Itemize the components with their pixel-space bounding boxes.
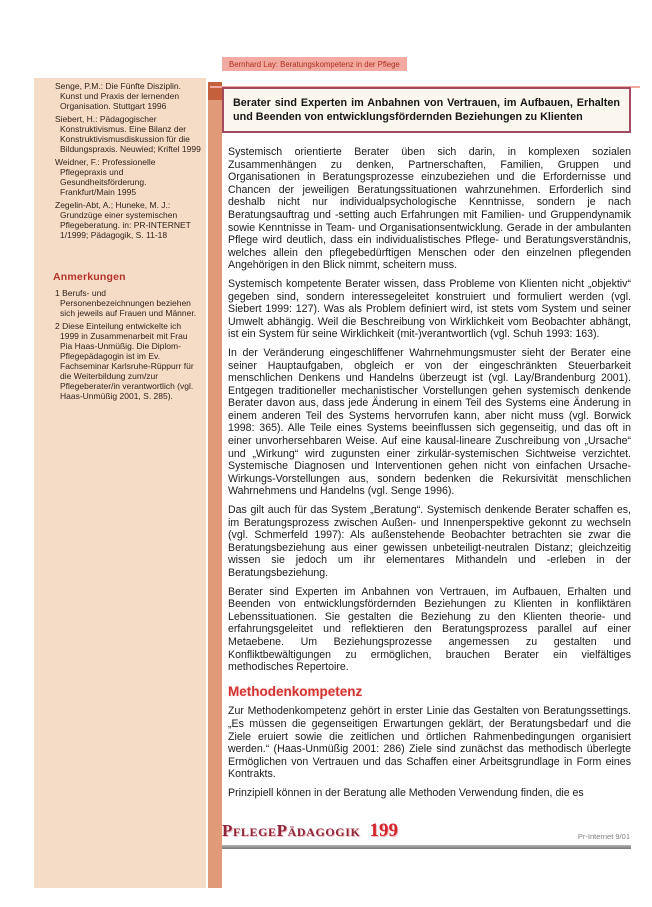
reference-list [55,81,202,240]
paragraph: Das gilt auch für das System „Beratung“. Systemisch denkende Berater schaffen es, im Beratungsprozess zwischen Außen- und Innenperspektive gekonnt zu wechseln (vgl. Schmerfeld 1997): Als außenstehende Beobachter betrachten sie zwar die Beratungsbeziehung aus einer gewissen unbeteiligt-neutralen Distanz; gleichzeitig wissen sie jedoch um ihr elementares Mithandeln und -erleben in der Beratungsbeziehung. [228,504,631,579]
page-number: 199 [369,820,398,841]
paragraph: Prinzipiell können in der Beratung alle Methoden Verwendung finden, die es [228,786,584,799]
sidebar [34,78,206,888]
paragraph: Systemisch kompetente Berater wissen, dass Probleme von Klienten nicht „objektiv“ gegeben sind, sondern interessegeleitet konstruiert und formuliert werden (vgl. Siebert 1999: 127). Was als Problem definiert wird, ist stets vom System und seiner Umwelt abhängig. Weil die Beschreibung von Wirklichkeit vom Beobachter abhängt, ist ein System für seine Wirklichkeit (mit-)verantwortlich (vgl. Schuh 1993: 163). [228,277,631,341]
annotation-entry: 2 Diese Einteilung entwickelte ich 1999 in Zusammenarbeit mit Frau Pia Haas-Unmüßig. Die Diplom-Pflegepädagogin ist im Ev. Fachseminar Karlsruhe-Rüppurr für die Weiterbildung zum/zur Pflegeberater/in verantwortlich (vgl. Haas-Unmüßig 2001, S. 285). [55,321,194,401]
footer [222,820,631,854]
annotations-list [55,288,202,401]
paragraph: Systemisch orientierte Berater üben sich darin, in komplexen sozialen Zusammenhängen zu denken, Partnerschaften, Familien, Gruppen und Organisationen in Beratungsprozesse einzubeziehen und die Erfordernisse und Chancen der jeweiligen Beratungssituationen wahrzunehmen. Erforderlich sind deshalb nicht nur individualpsychologische Kenntnisse, sondern je nach Beratungsauftrag und -setting auch Erfahrungen mit Familien- und Gruppendynamik sowie Kenntnisse in Team- und Organisationsentwicklung. Gerade in der ambulanten Pflege wird deutlich, dass ein individualistisches Pflege- und Beratungsverständnis, welches allein den pflegebedürftigen Menschen oder den einzelnen pflegenden Angehörigen in den Blick nimmt, scheitern muss. [228,146,631,272]
body-column [228,146,631,822]
callout-box [222,87,631,133]
journal-logo-line [222,820,398,842]
running-header: Bernhard Lay: Beratungskompetenz in der Pflege [222,57,407,71]
paragraph: Zur Methodenkompetenz gehört in erster Linie das Gestalten von Beratungssettings. „Es müssen die gegenseitigen Erwartungen geklärt, der Beratungsbedarf und die Ziele eruiert sowie die zeitlichen und örtlichen Rahmenbedingungen organisiert werden.“ (Haas-Unmüßig 2001: 286) Ziele sind zunächst das methodisch überlegte Ermöglichen von Vertrauen und das Schaffen einer Arbeitsgrundlage in Form eines Kontrakts. [228,705,631,781]
reference-entry: Siebert, H.: Pädagogischer Konstruktivismus. Eine Bilanz der Konstruktivismusdiskussion für die Bildungspraxis. Neuwied; Kriftel 1999 [55,114,201,154]
annotation-entry: 1 Berufs- und Personenbezeichnungen beziehen sich jeweils auf Frauen und Männer. [55,288,197,318]
reference-entry: Senge, P.M.: Die Fünfte Disziplin. Kunst und Praxis der lernenden Organisation. Stuttgart 1996 [55,81,181,111]
callout-text: Berater sind Experten im Anbahnen von Vertrauen, im Aufbauen, Erhalten und Beenden von entwicklungsfördernden Beziehungen zu Klienten [233,97,620,123]
issue-label: Pr-Internet 9/01 [577,832,630,841]
accent-strip-cap [208,82,222,100]
paragraph: In der Veränderung eingeschliffener Wahrnehmungsmuster sieht der Berater eine seiner Hauptaufgaben, obgleich er von der eingeschränkten Steuerbarkeit menschlichen Denkens und Handelns überzeugt ist (vgl. Lay/Brandenburg 2001). Entgegen traditioneller mechanistischer Vorstellungen gehen systemisch denkende Berater davon aus, dass jede Änderung in einem Teil des Systems eine Änderung in einem anderen Teil des Systems hervorrufen kann, aber nicht muss (vgl. Borwick 1998: 365). Alle Teile eines Systems beeinflussen sich gegenseitig, und das oft in einer unvorhersehbaren Weise. Auf eine kausal-lineare Zuschreibung von „Ursache“ und „Wirkung“ wird zugunsten einer zirkulär-systemischen Sichtweise verzichtet. Systemische Diagnosen und Interventionen gehen nicht von einfachen Ursache-Wirkungs-Vorstellungen aus, sondern bedenken die Rekursivität menschlichen Wahrnehmens und Handelns (vgl. Senge 1996). [228,346,631,498]
footer-rule [222,845,631,849]
reference-entry: Weidner, F.: Professionelle Pflegepraxis und Gesundheitsförderung. Frankfurt/Main 1995 [55,157,156,197]
annotations-title: Anmerkungen [53,271,126,283]
reference-entry: Zegelin-Abt, A.; Huneke, M. J.: Grundzüge einer systemischen Pflegeberatung. in: PR-INTERNET 1/1999; Pädagogik, S. 11-18 [55,200,191,240]
accent-strip [208,82,222,888]
journal-logo: PflegePädagogik [222,821,361,840]
paragraph: Berater sind Experten im Anbahnen von Vertrauen, im Aufbauen, Erhalten und Beenden von entwicklungsfördernden Beziehungen zu Klienten in konfliktären Lebenssituationen. Sie gestalten die Beziehung zu den Klienten theorie- und erfahrungsgeleitet und reflektieren den Beratungsprozess parallel auf einer Metaebene. Um Beziehungsprozesse angemessen zu gestalten und Konfliktbewältigungen zu ermöglichen, brauchen Berater ein vielfältiges methodisches Repertoire. [228,585,631,674]
section-heading: Methodenkompetenz [228,683,363,699]
